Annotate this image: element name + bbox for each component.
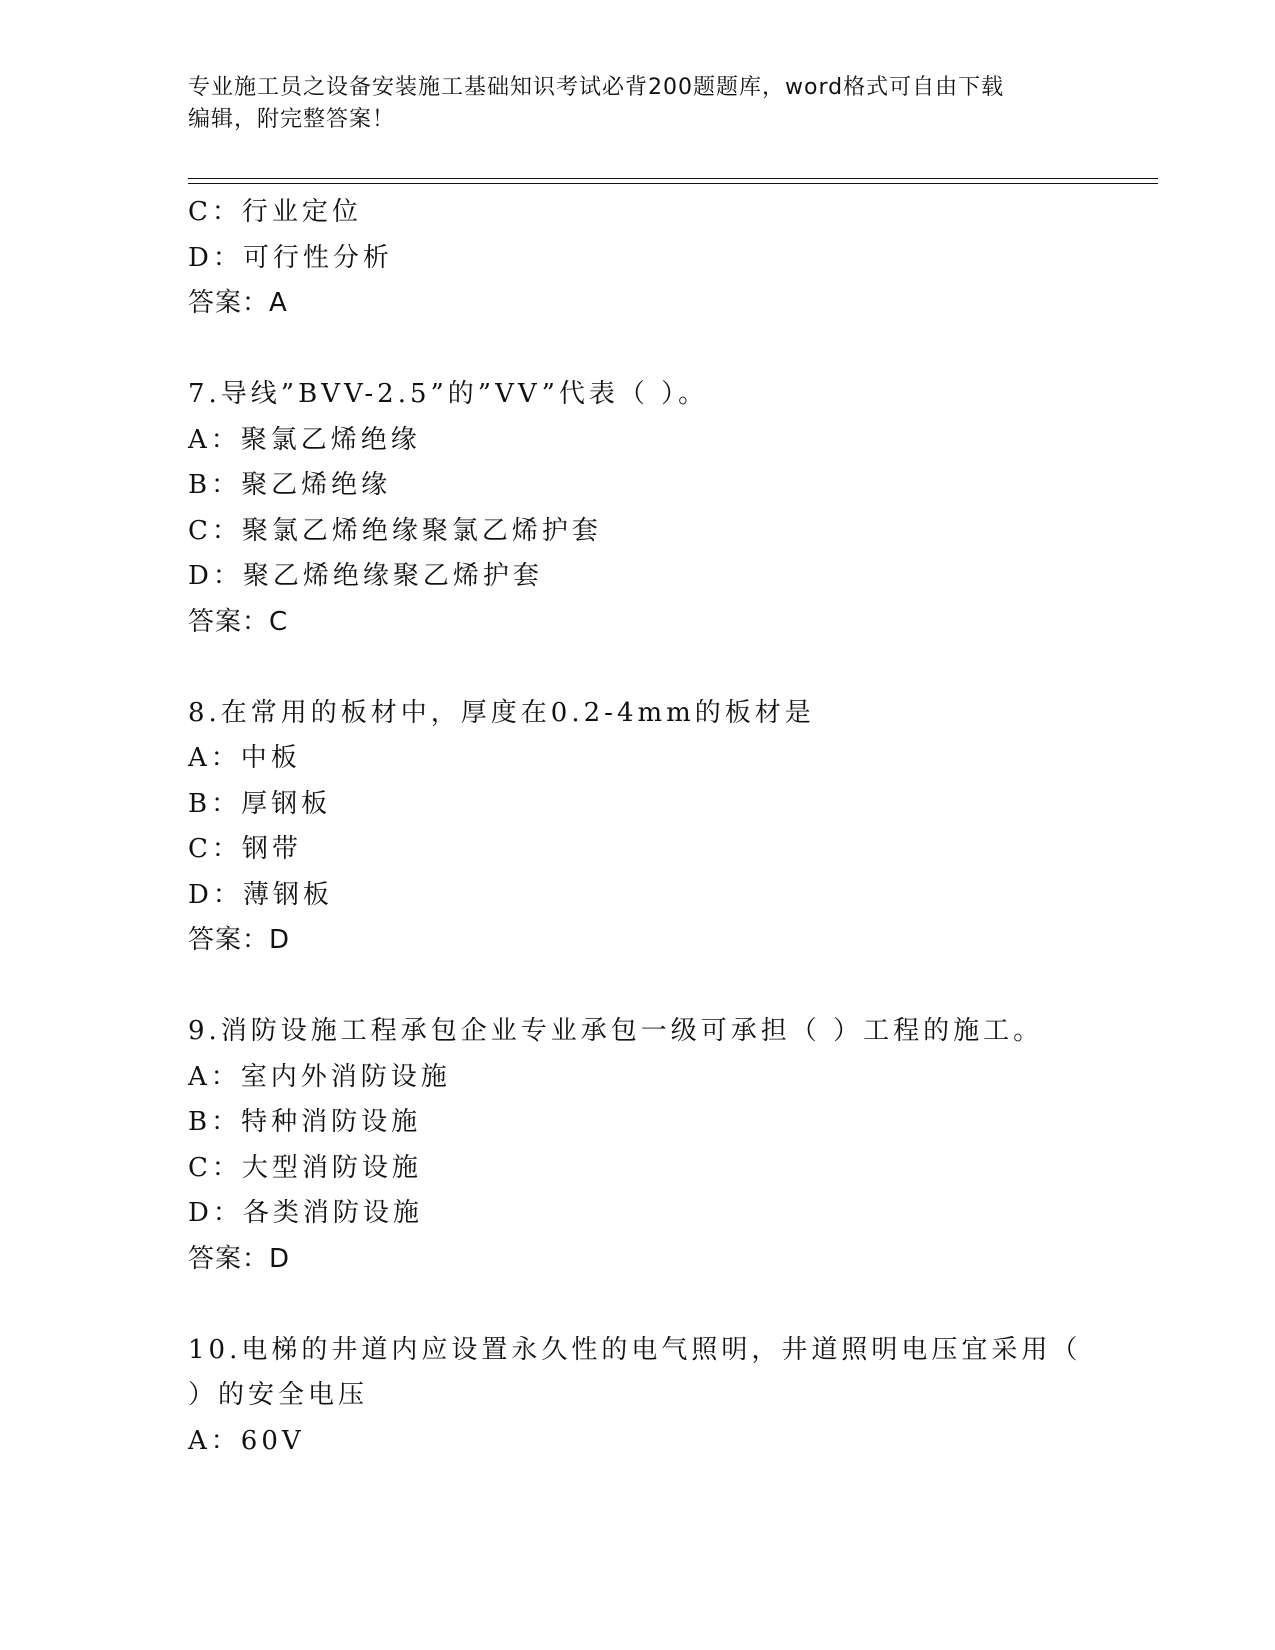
question-9 [188,1009,1088,1282]
question-text-line-2: ）的安全电压 [188,1380,369,1410]
question-6-tail [188,190,1088,327]
option-b: B：聚乙烯绝缘 [188,470,392,500]
option-d: D：各类消防设施 [188,1198,423,1228]
question-text-line-1: 10.电梯的井道内应设置永久性的电气照明，井道照明电压宜采用（ [188,1334,1082,1365]
option-b: B：厚钢板 [188,788,332,819]
question-7 [188,372,1088,645]
question-8 [188,691,1088,964]
spacer [188,1282,1088,1328]
header-divider-bottom [188,183,1158,184]
question-list [188,190,1088,1464]
document-header [188,72,1068,136]
header-title-line-1: 专业施工员之设备安装施工基础知识考试必背200题题库，word格式可自由下载 [188,75,1005,100]
spacer [188,645,1088,691]
option-c: C：大型消防设施 [188,1152,422,1183]
header-title-line-2: 编辑，附完整答案！ [188,107,396,132]
option-a: A：室内外消防设施 [188,1061,451,1092]
option-a: A：聚氯乙烯绝缘 [188,424,421,455]
option-c: C：行业定位 [188,197,362,227]
question-text: 8.在常用的板材中，厚度在0.2-4mm的板材是 [188,697,815,728]
option-d: D：薄钢板 [188,879,333,910]
option-c: C：聚氯乙烯绝缘聚氯乙烯护套 [188,515,602,546]
question-text: 7.导线”BVV-2.5”的”VV”代表（ ）。 [188,379,709,409]
option-d: D：聚乙烯绝缘聚乙烯护套 [188,561,543,591]
question-text: 9.消防设施工程承包企业专业承包一级可承担（ ）工程的施工。 [188,1016,1044,1046]
option-a: A：60V [188,1425,305,1456]
answer: 答案：C [188,606,289,637]
answer: 答案：A [188,288,288,318]
answer: 答案：D [188,925,291,955]
option-c: C：钢带 [188,834,302,864]
answer: 答案：D [188,1243,291,1274]
question-10 [188,1328,1088,1465]
spacer [188,327,1088,373]
header-divider-top [188,178,1158,179]
option-a: A：中板 [188,743,301,773]
option-b: B：特种消防设施 [188,1107,422,1137]
spacer [188,964,1088,1010]
option-d: D：可行性分析 [188,242,393,273]
